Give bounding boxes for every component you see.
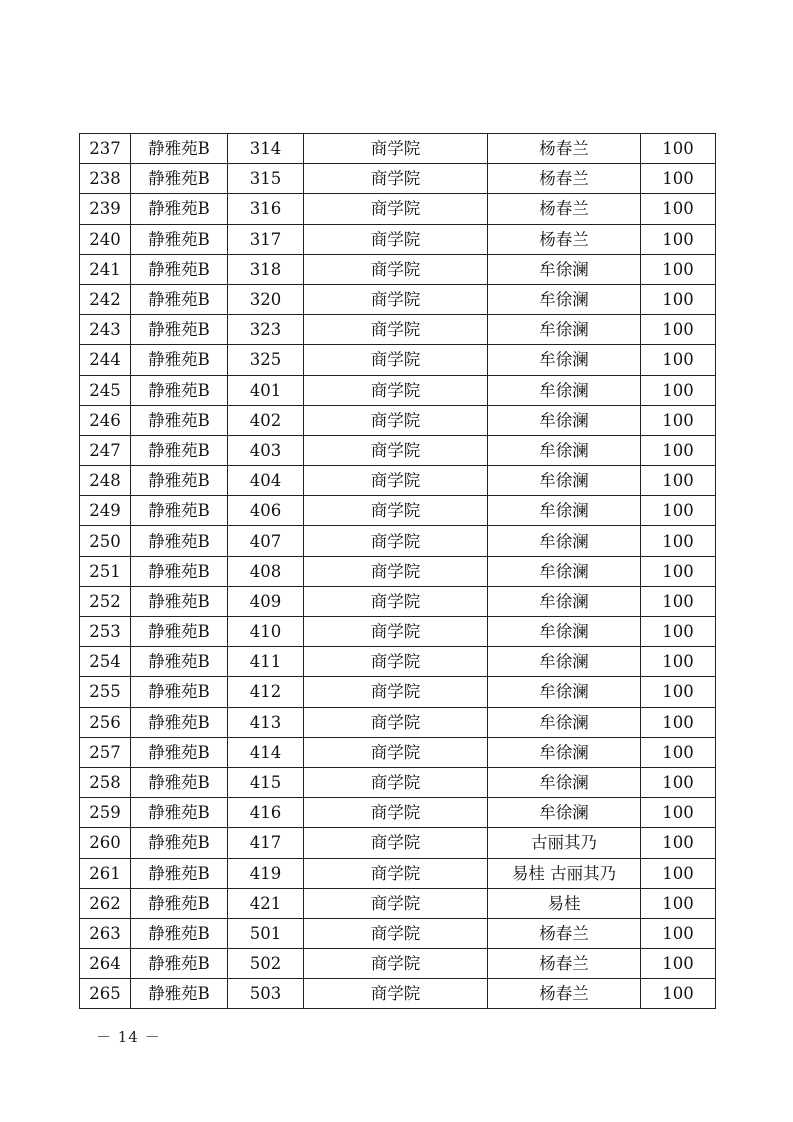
building-cell: 静雅苑B <box>131 737 228 767</box>
college-cell: 商学院 <box>304 737 488 767</box>
table-row <box>80 134 716 164</box>
row-index-cell: 259 <box>80 798 131 828</box>
building-cell: 静雅苑B <box>131 798 228 828</box>
room-number-cell: 416 <box>228 798 304 828</box>
room-number-cell: 417 <box>228 828 304 858</box>
row-index-cell: 258 <box>80 767 131 797</box>
row-index-cell: 251 <box>80 556 131 586</box>
building-cell: 静雅苑B <box>131 224 228 254</box>
college-cell: 商学院 <box>304 315 488 345</box>
building-cell: 静雅苑B <box>131 556 228 586</box>
score-cell: 100 <box>641 677 716 707</box>
table-row <box>80 918 716 948</box>
row-index-cell: 243 <box>80 315 131 345</box>
row-index-cell: 260 <box>80 828 131 858</box>
score-cell: 100 <box>641 949 716 979</box>
room-number-cell: 411 <box>228 647 304 677</box>
college-cell: 商学院 <box>304 164 488 194</box>
score-cell: 100 <box>641 134 716 164</box>
room-number-cell: 325 <box>228 345 304 375</box>
counselor-cell: 牟徐澜 <box>488 586 641 616</box>
college-cell: 商学院 <box>304 466 488 496</box>
row-index-cell: 264 <box>80 949 131 979</box>
counselor-cell: 牟徐澜 <box>488 466 641 496</box>
college-cell: 商学院 <box>304 707 488 737</box>
building-cell: 静雅苑B <box>131 647 228 677</box>
room-number-cell: 317 <box>228 224 304 254</box>
room-number-cell: 412 <box>228 677 304 707</box>
counselor-cell: 牟徐澜 <box>488 677 641 707</box>
score-cell: 100 <box>641 617 716 647</box>
row-index-cell: 263 <box>80 918 131 948</box>
room-number-cell: 402 <box>228 405 304 435</box>
building-cell: 静雅苑B <box>131 677 228 707</box>
college-cell: 商学院 <box>304 405 488 435</box>
college-cell: 商学院 <box>304 435 488 465</box>
row-index-cell: 247 <box>80 435 131 465</box>
counselor-cell: 杨春兰 <box>488 164 641 194</box>
score-cell: 100 <box>641 707 716 737</box>
room-number-cell: 503 <box>228 979 304 1009</box>
counselor-cell: 牟徐澜 <box>488 375 641 405</box>
score-cell: 100 <box>641 315 716 345</box>
building-cell: 静雅苑B <box>131 526 228 556</box>
building-cell: 静雅苑B <box>131 254 228 284</box>
row-index-cell: 245 <box>80 375 131 405</box>
counselor-cell: 牟徐澜 <box>488 315 641 345</box>
row-index-cell: 250 <box>80 526 131 556</box>
row-index-cell: 257 <box>80 737 131 767</box>
row-index-cell: 252 <box>80 586 131 616</box>
table-row <box>80 496 716 526</box>
counselor-cell: 杨春兰 <box>488 224 641 254</box>
college-cell: 商学院 <box>304 284 488 314</box>
college-cell: 商学院 <box>304 888 488 918</box>
table-row <box>80 828 716 858</box>
counselor-cell: 杨春兰 <box>488 979 641 1009</box>
table-row <box>80 315 716 345</box>
building-cell: 静雅苑B <box>131 164 228 194</box>
building-cell: 静雅苑B <box>131 586 228 616</box>
table-row <box>80 345 716 375</box>
building-cell: 静雅苑B <box>131 858 228 888</box>
college-cell: 商学院 <box>304 194 488 224</box>
building-cell: 静雅苑B <box>131 375 228 405</box>
row-index-cell: 239 <box>80 194 131 224</box>
counselor-cell: 牟徐澜 <box>488 405 641 435</box>
table-body <box>80 134 716 1009</box>
counselor-cell: 牟徐澜 <box>488 737 641 767</box>
table-row <box>80 254 716 284</box>
table-row <box>80 164 716 194</box>
college-cell: 商学院 <box>304 134 488 164</box>
room-number-cell: 401 <box>228 375 304 405</box>
score-cell: 100 <box>641 405 716 435</box>
college-cell: 商学院 <box>304 526 488 556</box>
room-number-cell: 501 <box>228 918 304 948</box>
score-cell: 100 <box>641 767 716 797</box>
college-cell: 商学院 <box>304 586 488 616</box>
counselor-cell: 牟徐澜 <box>488 647 641 677</box>
table-row <box>80 949 716 979</box>
table-row <box>80 979 716 1009</box>
room-number-cell: 408 <box>228 556 304 586</box>
room-number-cell: 502 <box>228 949 304 979</box>
score-cell: 100 <box>641 526 716 556</box>
row-index-cell: 246 <box>80 405 131 435</box>
score-cell: 100 <box>641 194 716 224</box>
row-index-cell: 261 <box>80 858 131 888</box>
score-cell: 100 <box>641 647 716 677</box>
counselor-cell: 易桂 <box>488 888 641 918</box>
room-number-cell: 315 <box>228 164 304 194</box>
table-row <box>80 405 716 435</box>
room-number-cell: 410 <box>228 617 304 647</box>
building-cell: 静雅苑B <box>131 466 228 496</box>
building-cell: 静雅苑B <box>131 496 228 526</box>
score-cell: 100 <box>641 496 716 526</box>
room-number-cell: 414 <box>228 737 304 767</box>
counselor-cell: 牟徐澜 <box>488 798 641 828</box>
counselor-cell: 牟徐澜 <box>488 707 641 737</box>
room-number-cell: 409 <box>228 586 304 616</box>
college-cell: 商学院 <box>304 798 488 828</box>
table-row <box>80 466 716 496</box>
room-number-cell: 415 <box>228 767 304 797</box>
table-row <box>80 707 716 737</box>
page-number: － 14 － <box>96 1028 161 1046</box>
row-index-cell: 244 <box>80 345 131 375</box>
score-cell: 100 <box>641 888 716 918</box>
counselor-cell: 牟徐澜 <box>488 435 641 465</box>
dormitory-table <box>79 133 716 1009</box>
building-cell: 静雅苑B <box>131 707 228 737</box>
table-row <box>80 617 716 647</box>
room-number-cell: 419 <box>228 858 304 888</box>
row-index-cell: 242 <box>80 284 131 314</box>
row-index-cell: 240 <box>80 224 131 254</box>
counselor-cell: 牟徐澜 <box>488 556 641 586</box>
college-cell: 商学院 <box>304 949 488 979</box>
college-cell: 商学院 <box>304 345 488 375</box>
building-cell: 静雅苑B <box>131 949 228 979</box>
college-cell: 商学院 <box>304 828 488 858</box>
score-cell: 100 <box>641 224 716 254</box>
table-row <box>80 888 716 918</box>
table-row <box>80 435 716 465</box>
building-cell: 静雅苑B <box>131 435 228 465</box>
building-cell: 静雅苑B <box>131 194 228 224</box>
college-cell: 商学院 <box>304 979 488 1009</box>
room-number-cell: 323 <box>228 315 304 345</box>
college-cell: 商学院 <box>304 254 488 284</box>
building-cell: 静雅苑B <box>131 979 228 1009</box>
building-cell: 静雅苑B <box>131 405 228 435</box>
room-number-cell: 403 <box>228 435 304 465</box>
room-number-cell: 320 <box>228 284 304 314</box>
room-number-cell: 406 <box>228 496 304 526</box>
room-number-cell: 314 <box>228 134 304 164</box>
counselor-cell: 古丽其乃 <box>488 828 641 858</box>
counselor-cell: 牟徐澜 <box>488 345 641 375</box>
college-cell: 商学院 <box>304 677 488 707</box>
room-number-cell: 318 <box>228 254 304 284</box>
table-row <box>80 375 716 405</box>
score-cell: 100 <box>641 586 716 616</box>
building-cell: 静雅苑B <box>131 918 228 948</box>
college-cell: 商学院 <box>304 647 488 677</box>
score-cell: 100 <box>641 435 716 465</box>
table-row <box>80 224 716 254</box>
counselor-cell: 牟徐澜 <box>488 617 641 647</box>
row-index-cell: 256 <box>80 707 131 737</box>
counselor-cell: 杨春兰 <box>488 194 641 224</box>
building-cell: 静雅苑B <box>131 134 228 164</box>
room-number-cell: 404 <box>228 466 304 496</box>
table-row <box>80 677 716 707</box>
score-cell: 100 <box>641 375 716 405</box>
counselor-cell: 牟徐澜 <box>488 496 641 526</box>
college-cell: 商学院 <box>304 224 488 254</box>
building-cell: 静雅苑B <box>131 888 228 918</box>
counselor-cell: 杨春兰 <box>488 949 641 979</box>
building-cell: 静雅苑B <box>131 345 228 375</box>
score-cell: 100 <box>641 979 716 1009</box>
row-index-cell: 253 <box>80 617 131 647</box>
table-row <box>80 556 716 586</box>
college-cell: 商学院 <box>304 556 488 586</box>
building-cell: 静雅苑B <box>131 828 228 858</box>
row-index-cell: 238 <box>80 164 131 194</box>
score-cell: 100 <box>641 918 716 948</box>
counselor-cell: 牟徐澜 <box>488 284 641 314</box>
counselor-cell: 牟徐澜 <box>488 526 641 556</box>
counselor-cell: 牟徐澜 <box>488 254 641 284</box>
college-cell: 商学院 <box>304 496 488 526</box>
row-index-cell: 237 <box>80 134 131 164</box>
table-row <box>80 858 716 888</box>
counselor-cell: 牟徐澜 <box>488 767 641 797</box>
building-cell: 静雅苑B <box>131 284 228 314</box>
row-index-cell: 265 <box>80 979 131 1009</box>
table-row <box>80 194 716 224</box>
counselor-cell: 杨春兰 <box>488 918 641 948</box>
score-cell: 100 <box>641 466 716 496</box>
score-cell: 100 <box>641 798 716 828</box>
room-number-cell: 421 <box>228 888 304 918</box>
score-cell: 100 <box>641 737 716 767</box>
college-cell: 商学院 <box>304 858 488 888</box>
college-cell: 商学院 <box>304 767 488 797</box>
score-cell: 100 <box>641 828 716 858</box>
row-index-cell: 249 <box>80 496 131 526</box>
table-row <box>80 647 716 677</box>
row-index-cell: 262 <box>80 888 131 918</box>
table-row <box>80 798 716 828</box>
counselor-cell: 杨春兰 <box>488 134 641 164</box>
score-cell: 100 <box>641 556 716 586</box>
row-index-cell: 248 <box>80 466 131 496</box>
table-row <box>80 586 716 616</box>
table-row <box>80 737 716 767</box>
college-cell: 商学院 <box>304 375 488 405</box>
table-row <box>80 526 716 556</box>
table-row <box>80 767 716 797</box>
building-cell: 静雅苑B <box>131 315 228 345</box>
score-cell: 100 <box>641 858 716 888</box>
score-cell: 100 <box>641 284 716 314</box>
table-row <box>80 284 716 314</box>
row-index-cell: 241 <box>80 254 131 284</box>
score-cell: 100 <box>641 164 716 194</box>
score-cell: 100 <box>641 345 716 375</box>
college-cell: 商学院 <box>304 918 488 948</box>
score-cell: 100 <box>641 254 716 284</box>
room-number-cell: 407 <box>228 526 304 556</box>
row-index-cell: 255 <box>80 677 131 707</box>
row-index-cell: 254 <box>80 647 131 677</box>
room-number-cell: 316 <box>228 194 304 224</box>
building-cell: 静雅苑B <box>131 767 228 797</box>
college-cell: 商学院 <box>304 617 488 647</box>
building-cell: 静雅苑B <box>131 617 228 647</box>
room-number-cell: 413 <box>228 707 304 737</box>
counselor-cell: 易桂 古丽其乃 <box>488 858 641 888</box>
